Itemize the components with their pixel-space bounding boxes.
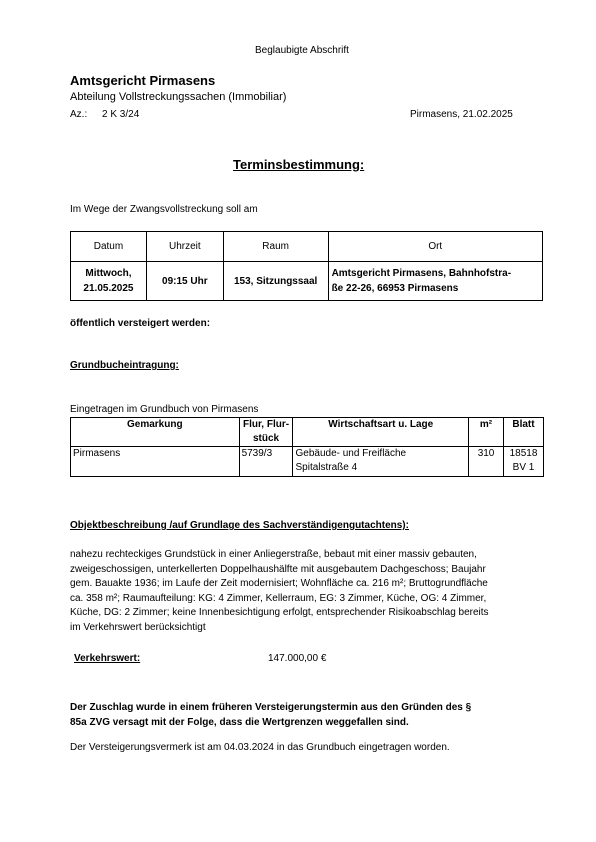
objekt-line: zweigeschossigen, unterkellerten Doppelhaushälfte mit ausgebautem Dachgeschoss; Baujahr bbox=[70, 563, 486, 575]
zuschlag-line: Der Zuschlag wurde in einem früheren Versteigerungstermin aus den Gründen des § bbox=[70, 702, 472, 713]
header-uhrzeit: Uhrzeit bbox=[146, 232, 223, 262]
header-m2: m² bbox=[469, 418, 504, 447]
termin-table bbox=[70, 231, 543, 301]
zuschlag-line: 85a ZVG versagt mit der Folge, dass die Wertgrenzen weggefallen sind. bbox=[70, 717, 409, 728]
grundbuch-intro: Eingetragen im Grundbuch von Pirmasens bbox=[70, 404, 259, 415]
ort-line1: Amtsgericht Pirmasens, Bahnhofstra- bbox=[331, 268, 512, 279]
header-flur bbox=[239, 418, 293, 447]
flur-header-line2: stück bbox=[252, 433, 280, 444]
document-title: Terminsbestimmung: bbox=[233, 157, 365, 172]
cell-uhrzeit: 09:15 Uhr bbox=[146, 262, 223, 301]
cell-gemarkung: Pirmasens bbox=[71, 447, 240, 477]
objekt-line: ca. 358 m²; Raumaufteilung: KG: 4 Zimmer, Kellerraum, EG: 3 Zimmer, Küche, OG: 4 Zimmer, bbox=[70, 592, 487, 604]
datum-line1: Mittwoch, bbox=[85, 268, 132, 279]
verkehrswert-value: 147.000,00 € bbox=[268, 653, 327, 664]
blatt-line1: 18518 bbox=[509, 448, 538, 459]
objekt-line: gem. Bauakte 1936; im Laufe der Zeit modernisiert; Wohnfläche ca. 216 m²; Bruttogrundfläche bbox=[70, 578, 488, 590]
cell-ort bbox=[328, 262, 542, 301]
header-raum: Raum bbox=[223, 232, 328, 262]
flur-header-line1: Flur, Flur- bbox=[242, 419, 290, 430]
grundbuch-table-row bbox=[71, 447, 544, 477]
grundbuch-heading: Grundbucheintragung: bbox=[70, 360, 179, 371]
objekt-line: nahezu rechteckiges Grundstück in einer Anliegerstraße, bebaut mit einer massiv gebauten, bbox=[70, 549, 477, 560]
az-value: 2 K 3/24 bbox=[102, 109, 140, 120]
header-datum: Datum bbox=[71, 232, 147, 262]
termin-table-row bbox=[71, 262, 543, 301]
az-label: Az.: bbox=[70, 109, 88, 120]
blatt-line2: BV 1 bbox=[512, 462, 535, 473]
court-department: Abteilung Vollstreckungssachen (Immobiliar) bbox=[70, 91, 287, 103]
header-blatt: Blatt bbox=[504, 418, 544, 447]
wirtschaftsart-line1: Gebäude- und Freifläche bbox=[295, 448, 407, 459]
court-name: Amtsgericht Pirmasens bbox=[70, 73, 216, 88]
wirtschaftsart-line2: Spitalstraße 4 bbox=[295, 462, 358, 473]
cell-blatt bbox=[504, 447, 544, 477]
objekt-line: im Verkehrswert berücksichtigt bbox=[70, 621, 206, 633]
objekt-line: Küche, DG: 2 Zimmer; keine Innenbesichtigung erfolgt, entsprechender Risikoabschlag bereits bbox=[70, 607, 489, 619]
copy-note: Beglaubigte Abschrift bbox=[255, 45, 349, 56]
cell-flur: 5739/3 bbox=[239, 447, 293, 477]
verkehrswert-label: Verkehrswert: bbox=[74, 653, 141, 664]
header-gemarkung: Gemarkung bbox=[71, 418, 240, 447]
versteigert-text: öffentlich versteigert werden: bbox=[70, 318, 211, 329]
zuschlag-note bbox=[70, 700, 471, 730]
cell-m2: 310 bbox=[469, 447, 504, 477]
datum-line2: 21.05.2025 bbox=[83, 283, 134, 294]
objekt-heading: Objektbeschreibung /auf Grundlage des Sachverständigengutachtens): bbox=[70, 520, 409, 531]
cell-wirtschaftsart bbox=[293, 447, 469, 477]
place-date: Pirmasens, 21.02.2025 bbox=[410, 109, 513, 120]
cell-raum: 153, Sitzungssaal bbox=[223, 262, 328, 301]
header-ort: Ort bbox=[328, 232, 542, 262]
ort-line2: ße 22-26, 66953 Pirmasens bbox=[331, 283, 459, 294]
header-wirtschaftsart: Wirtschaftsart u. Lage bbox=[293, 418, 469, 447]
grundbuch-table-header bbox=[71, 418, 544, 447]
termin-table-header bbox=[71, 232, 543, 262]
cell-datum bbox=[71, 262, 147, 301]
intro-text: Im Wege der Zwangsvollstreckung soll am bbox=[70, 204, 258, 215]
objekt-description bbox=[70, 548, 489, 636]
grundbuch-table bbox=[70, 417, 544, 477]
vermerk-text: Der Versteigerungsvermerk ist am 04.03.2024 in das Grundbuch eingetragen worden. bbox=[70, 742, 450, 753]
